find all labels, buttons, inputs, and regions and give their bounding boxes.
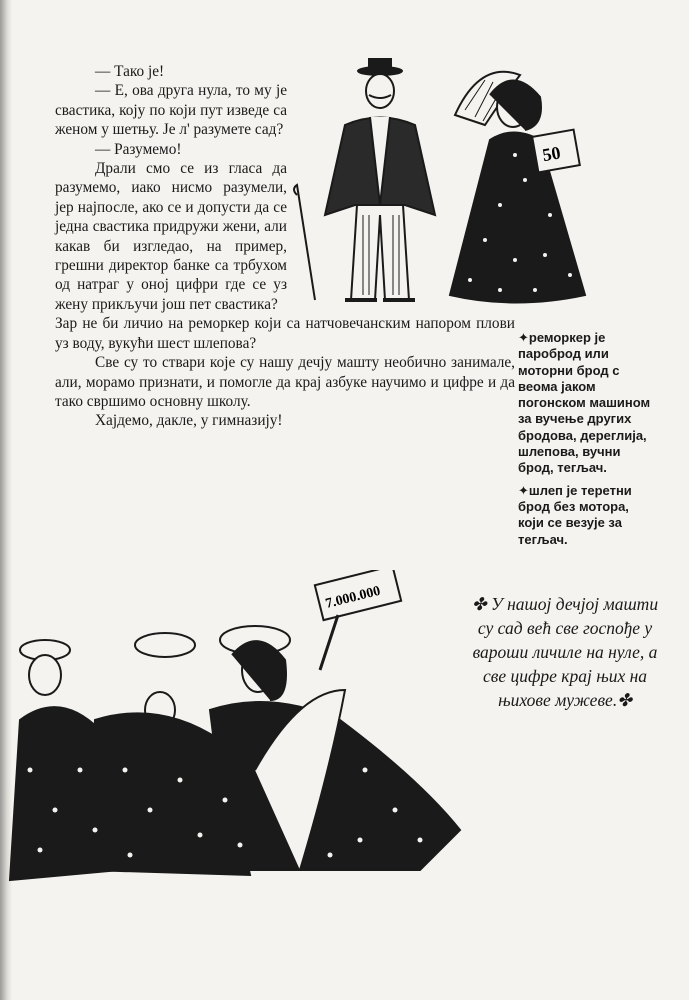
caption-ornament-icon: ✤ [617, 690, 632, 710]
glossary-entry [518, 483, 656, 548]
illustration-caption [470, 592, 660, 712]
bottom-sign-text: 7.000.000 [324, 583, 383, 612]
narrow-column [55, 62, 287, 314]
paragraph: — Е, ова друга нула, то му је свастика, коју по који пут изведе са женом у шетњу. Је л' разумете сад? [55, 82, 287, 139]
caption-text: У нашој дечјој машти су сад већ све госпође у вароши личиле на нуле, а све цифре крај њих на њихове мужеве. [472, 594, 659, 710]
glossary-definition: је теретни брод без мотора, који се везује за тегљач. [518, 482, 632, 547]
top-sign-text: 50 [540, 142, 563, 166]
bullet-icon: ✦ [518, 330, 529, 345]
glossary-term: шлеп [528, 482, 563, 498]
glossary-sidebar [518, 330, 656, 554]
main-text [55, 62, 515, 431]
glossary-definition: је пароброд или моторни брод с веома јаком погонском машином за вучење других бродова, дереглија, шлепова, вучни брод, тегљач. [518, 330, 651, 476]
paragraph: — Разумемо! [95, 140, 182, 158]
bullet-icon: ✦ [518, 482, 529, 498]
glossary-entry [518, 330, 656, 477]
wide-column [55, 314, 515, 430]
paragraph: Хајдемо, дакле, у гимназију! [95, 412, 283, 430]
paragraph: — Тако је! [95, 63, 165, 80]
illustration-ladies-parade [0, 570, 470, 900]
paragraph: Драли смо се из гласа да разумемо, иако нисмо разумели, јер најпосле, ако се и допусти да се једна свастика придружи жени, али какав би изгледао, на пример, грешни директор банке са трбухом од натраг у оној цифри где се уз жену прикључи још пет свастика? [55, 160, 287, 313]
glossary-term: реморкер [528, 330, 591, 345]
paragraph: Све су то ствари које су нашу дечју машту необично занимале, али, морамо признати, и помогле да крај азбуке научимо и цифре и да тако свршимо основну школу. [55, 354, 515, 410]
caption-ornament-icon: ✤ [471, 594, 491, 614]
paragraph: Зар не би личио на реморкер који са натчовечанским напором плови уз воду, вукући шест шлепова? [55, 315, 515, 352]
